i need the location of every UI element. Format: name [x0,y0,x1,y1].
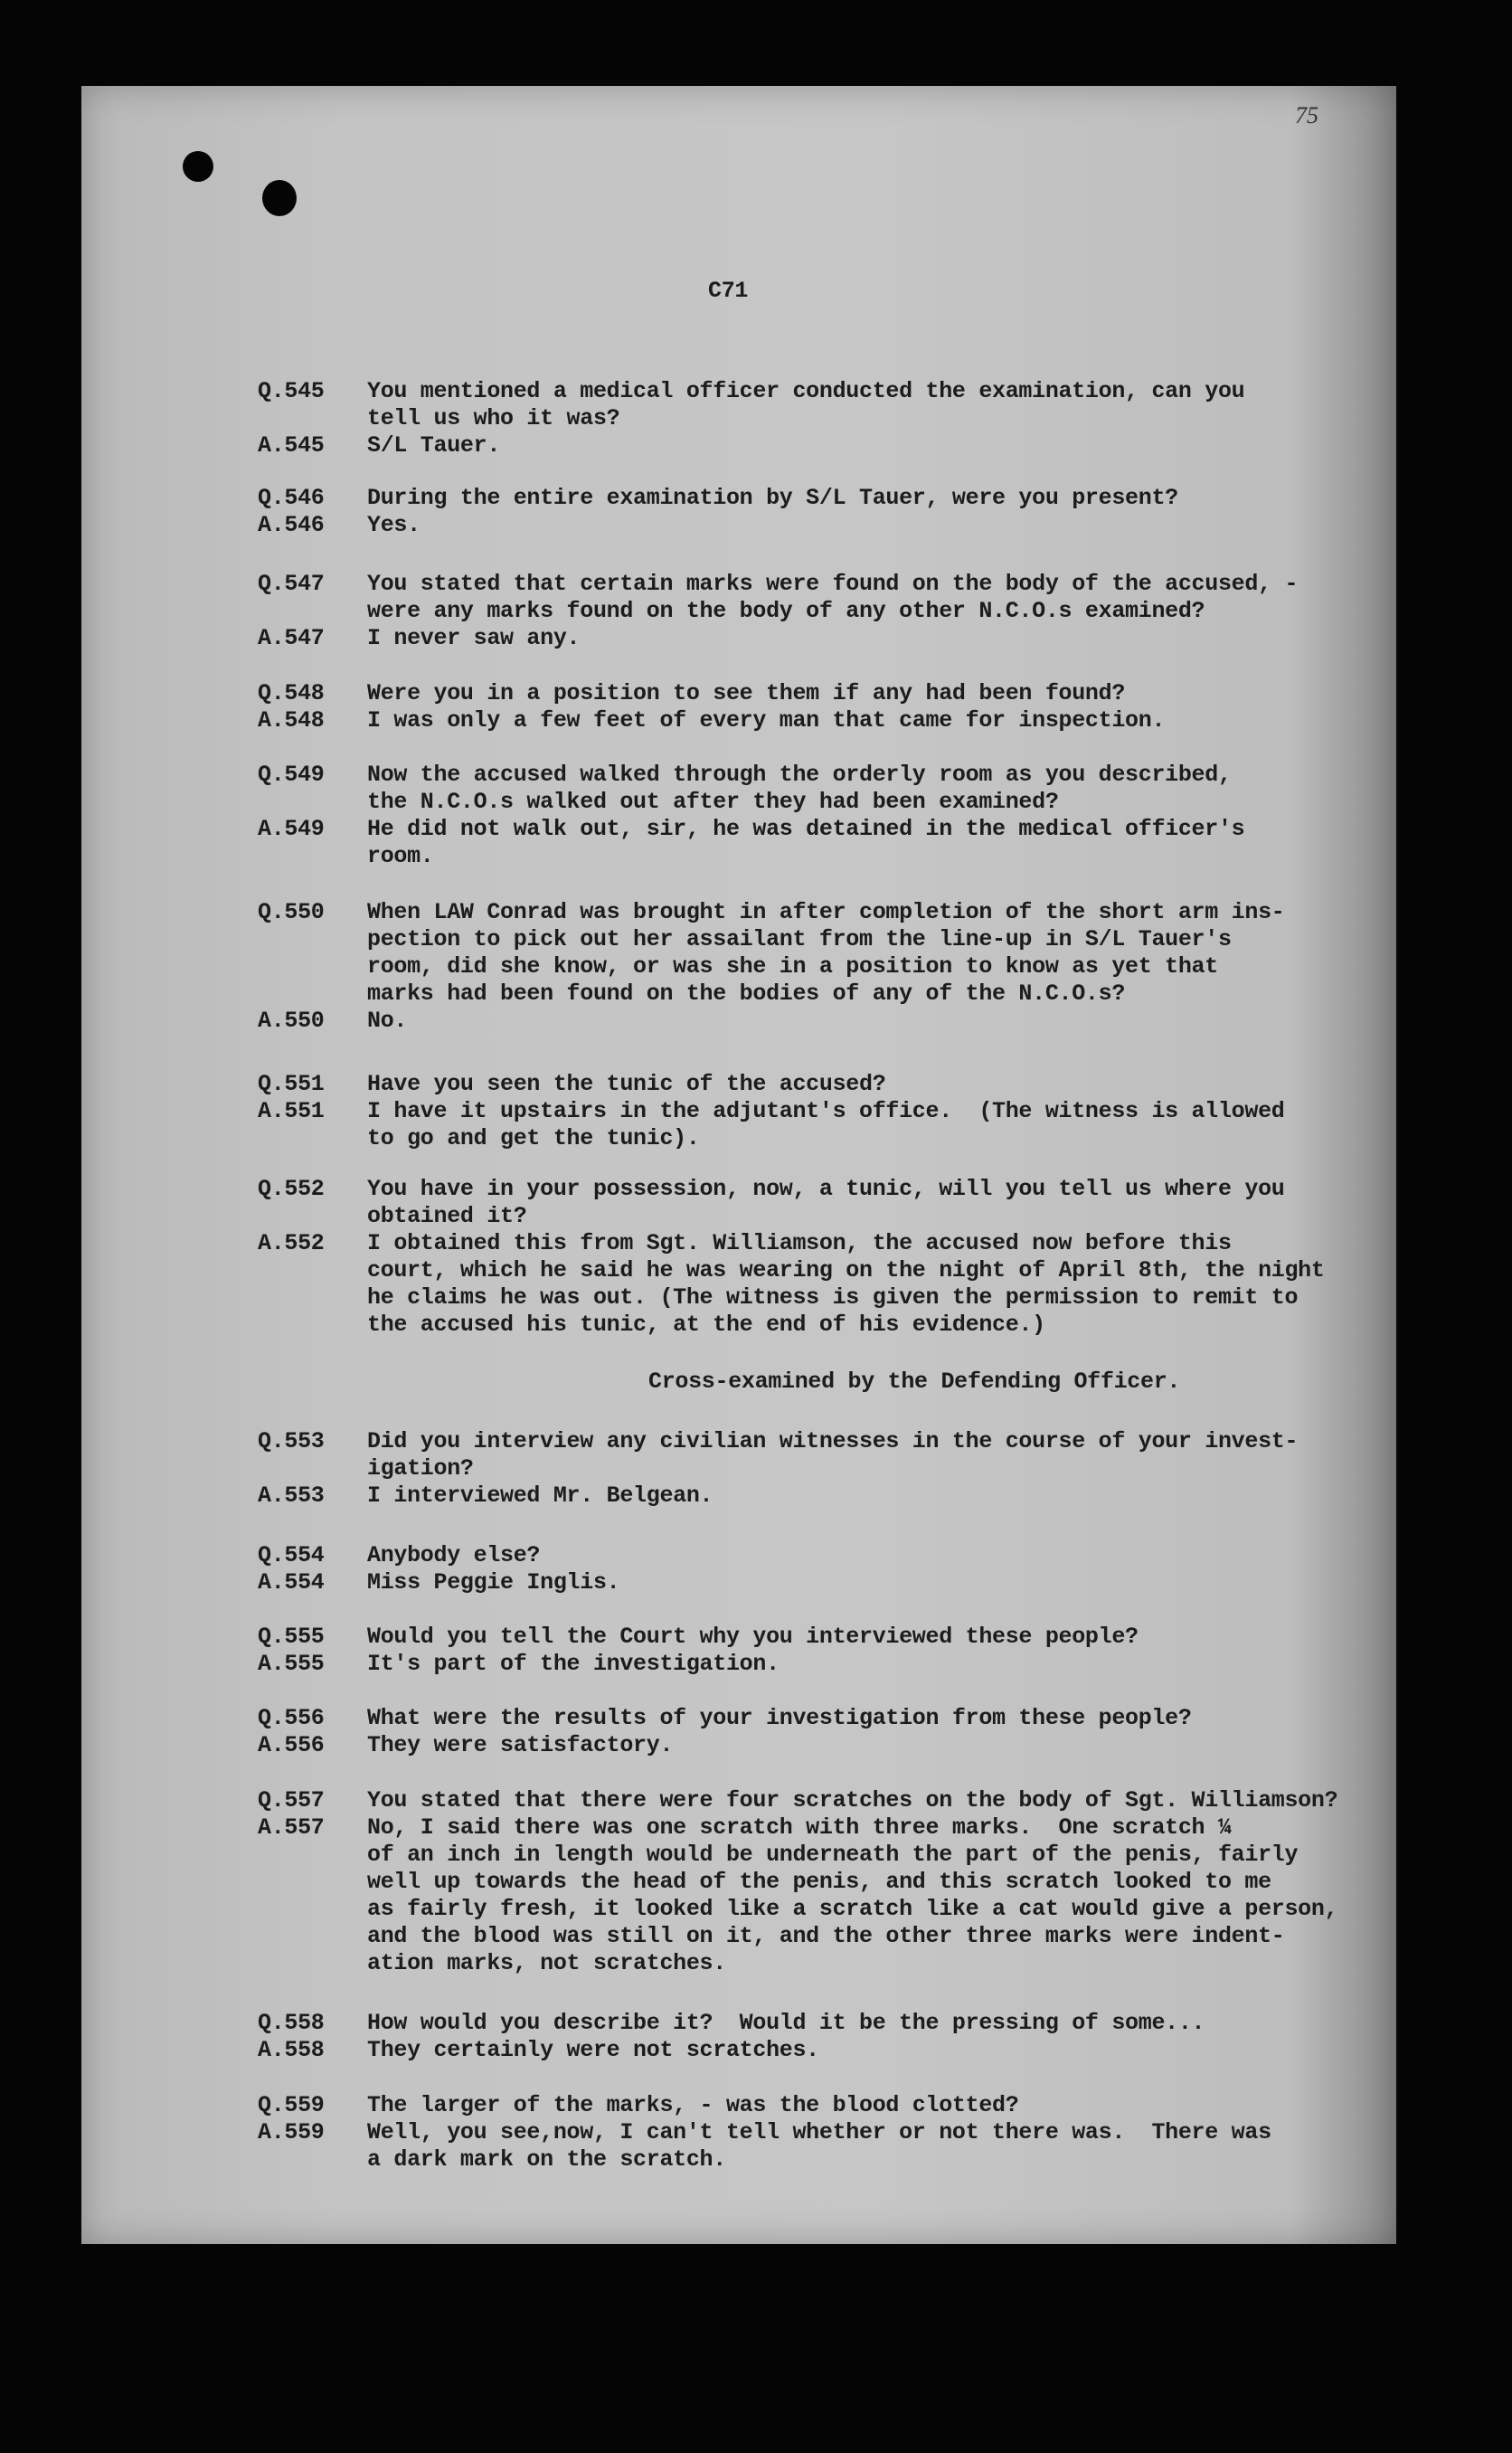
qa-line [258,1098,1284,1125]
qa-line [258,485,1178,512]
corner-note: 75 [1295,102,1318,128]
qa-line [258,1230,1325,1257]
qa-text: Yes. [367,512,421,538]
qa-line [258,1814,1337,1842]
qa-line [258,707,1165,734]
qa-text: Were you in a position to see them if any had been found? [367,680,1126,706]
qa-line [258,1842,1337,1869]
section-heading: Cross-examined by the Defending Officer. [648,1369,1181,1395]
qa-line [258,789,1244,816]
qa-text: room, did she know, or was she in a position to know as yet that [367,953,1218,980]
qa-line [258,432,1244,459]
qa-block [258,2010,1205,2064]
qa-text: pection to pick out her assailant from the line-up in S/L Tauer's [367,926,1232,952]
qa-line [258,512,1178,539]
qa-line [258,1257,1325,1284]
qa-label: Q.559 [258,2092,325,2118]
qa-line [258,1455,1298,1482]
qa-line [258,1203,1325,1230]
qa-line [258,1482,1298,1510]
qa-line [258,1176,1325,1203]
qa-text: court, which he said he was wearing on the night of April 8th, the night [367,1257,1325,1283]
qa-text: Now the accused walked through the orderly room as you described, [367,762,1232,788]
qa-label [258,405,367,432]
qa-label [258,980,367,1008]
qa-label [258,1125,367,1152]
qa-text: He did not walk out, sir, he was detained in the medical officer's [367,816,1245,842]
qa-label: Q.547 [258,571,325,597]
qa-block [258,1787,1337,1977]
qa-text: Did you interview any civilian witnesses in the course of your invest- [367,1428,1299,1454]
qa-label: A.557 [258,1814,325,1841]
qa-label: Q.546 [258,485,325,511]
qa-text: he claims he was out. (The witness is given the permission to remit to [367,1284,1299,1311]
qa-block [258,1624,1139,1678]
qa-label: Q.556 [258,1705,325,1731]
qa-line [258,405,1244,432]
qa-text: igation? [367,1455,474,1482]
qa-block [258,1705,1192,1759]
qa-label [258,1312,367,1339]
qa-block [258,1428,1298,1510]
qa-line [258,1008,1284,1035]
qa-line [258,953,1284,980]
qa-label: Q.558 [258,2010,325,2036]
qa-line [258,1312,1325,1339]
qa-line [258,1869,1337,1896]
qa-line [258,1651,1139,1678]
document-page [81,86,1396,2244]
qa-block [258,2092,1271,2174]
punch-hole [262,180,297,216]
qa-label: A.547 [258,625,325,651]
qa-line [258,980,1284,1008]
qa-label: Q.553 [258,1428,325,1454]
qa-line [258,1732,1192,1759]
qa-text: You stated that there were four scratches on the body of Sgt. Williamson? [367,1787,1338,1814]
qa-text: I never saw any. [367,625,581,651]
qa-line [258,1542,619,1569]
qa-text: I interviewed Mr. Belgean. [367,1482,713,1509]
qa-label: Q.555 [258,1624,325,1650]
qa-label [258,598,367,625]
qa-label: Q.554 [258,1542,325,1568]
qa-text: When LAW Conrad was brought in after completion of the short arm ins- [367,899,1285,925]
qa-line [258,926,1284,953]
qa-line [258,598,1298,625]
qa-text: You have in your possession, now, a tunic, will you tell us where you [367,1176,1285,1202]
qa-label: A.546 [258,512,325,538]
qa-line [258,378,1244,405]
qa-line [258,899,1284,926]
qa-text: It's part of the investigation. [367,1651,780,1677]
qa-line [258,2119,1271,2146]
qa-text: the accused his tunic, at the end of his evidence.) [367,1312,1045,1338]
qa-text: were any marks found on the body of any other N.C.O.s examined? [367,598,1205,624]
qa-text: Well, you see,now, I can't tell whether or not there was. There was [367,2119,1271,2145]
qa-text: tell us who it was? [367,405,620,431]
qa-line [258,1624,1139,1651]
qa-text: a dark mark on the scratch. [367,2146,726,2173]
qa-line [258,762,1244,789]
qa-label [258,843,367,870]
page-number: C71 [708,278,749,304]
qa-label: A.545 [258,432,325,459]
qa-text: You mentioned a medical officer conducted the examination, can you [367,378,1245,404]
qa-line [258,1284,1325,1312]
qa-line [258,2146,1271,2174]
qa-text: of an inch in length would be underneath the part of the penis, fairly [367,1842,1299,1868]
qa-label: A.559 [258,2119,325,2145]
qa-text: Miss Peggie Inglis. [367,1569,620,1596]
qa-label: Q.548 [258,680,325,706]
qa-text: They certainly were not scratches. [367,2037,819,2063]
qa-text: I was only a few feet of every man that came for inspection. [367,707,1166,734]
qa-text: as fairly fresh, it looked like a scratch like a cat would give a person, [367,1896,1338,1922]
qa-line [258,1569,619,1596]
qa-text: No. [367,1008,408,1034]
qa-text: What were the results of your investigation from these people? [367,1705,1192,1731]
qa-line [258,2037,1205,2064]
qa-text: I obtained this from Sgt. Williamson, the accused now before this [367,1230,1232,1256]
qa-text: room. [367,843,434,869]
qa-line [258,571,1298,598]
qa-label [258,953,367,980]
qa-line [258,1428,1298,1455]
qa-text: marks had been found on the bodies of any of the N.C.O.s? [367,980,1126,1007]
qa-text: obtained it? [367,1203,527,1229]
qa-text: well up towards the head of the penis, and this scratch looked to me [367,1869,1271,1895]
qa-text: Would you tell the Court why you interviewed these people? [367,1624,1139,1650]
qa-text: ation marks, not scratches. [367,1950,726,1976]
qa-block [258,571,1298,652]
qa-label: A.554 [258,1569,325,1596]
qa-line [258,1787,1337,1814]
qa-line [258,1125,1284,1152]
qa-text: During the entire examination by S/L Tauer, were you present? [367,485,1178,511]
qa-label: A.553 [258,1482,325,1509]
qa-line [258,1071,1284,1098]
qa-label [258,1455,367,1482]
qa-label [258,1896,367,1923]
qa-block [258,899,1284,1035]
qa-label [258,789,367,816]
qa-label [258,1842,367,1869]
qa-line [258,1705,1192,1732]
qa-text: Have you seen the tunic of the accused? [367,1071,886,1097]
qa-label: A.558 [258,2037,325,2063]
qa-text: How would you describe it? Would it be the pressing of some... [367,2010,1205,2036]
qa-label [258,1950,367,1977]
qa-text: You stated that certain marks were found on the body of the accused, - [367,571,1299,597]
qa-label: A.550 [258,1008,325,1034]
qa-block [258,1542,619,1596]
qa-label: A.549 [258,816,325,842]
qa-label: Q.550 [258,899,325,925]
qa-label [258,926,367,953]
qa-label: Q.549 [258,762,325,788]
qa-line [258,680,1165,707]
qa-line [258,625,1298,652]
qa-text: the N.C.O.s walked out after they had been examined? [367,789,1059,815]
qa-line [258,2010,1205,2037]
qa-label [258,1923,367,1950]
qa-label: Q.545 [258,378,325,404]
qa-block [258,485,1178,539]
qa-label: Q.551 [258,1071,325,1097]
qa-text: and the blood was still on it, and the other three marks were indent- [367,1923,1285,1949]
qa-label: A.552 [258,1230,325,1256]
qa-text: I have it upstairs in the adjutant's office. (The witness is allowed [367,1098,1285,1124]
qa-line [258,843,1244,870]
qa-text: to go and get the tunic). [367,1125,700,1151]
qa-label: Q.557 [258,1787,325,1814]
qa-block [258,762,1244,870]
qa-label: A.548 [258,707,325,734]
qa-label: A.555 [258,1651,325,1677]
qa-label: A.556 [258,1732,325,1758]
qa-line [258,816,1244,843]
qa-line [258,1923,1337,1950]
qa-label: A.551 [258,1098,325,1124]
qa-label [258,1869,367,1896]
qa-label [258,1203,367,1230]
qa-text: They were satisfactory. [367,1732,674,1758]
qa-text: S/L Tauer. [367,432,501,459]
qa-line [258,1950,1337,1977]
qa-label: Q.552 [258,1176,325,1202]
qa-label [258,1257,367,1284]
qa-label [258,1284,367,1312]
qa-label [258,2146,367,2174]
qa-text: Anybody else? [367,1542,541,1568]
qa-block [258,680,1165,734]
qa-text: No, I said there was one scratch with three marks. One scratch ¼ [367,1814,1232,1841]
qa-block [258,1071,1284,1152]
punch-hole [183,151,213,182]
qa-text: The larger of the marks, - was the blood clotted? [367,2092,1019,2118]
qa-block [258,378,1244,459]
qa-line [258,2092,1271,2119]
qa-block [258,1176,1325,1339]
qa-line [258,1896,1337,1923]
